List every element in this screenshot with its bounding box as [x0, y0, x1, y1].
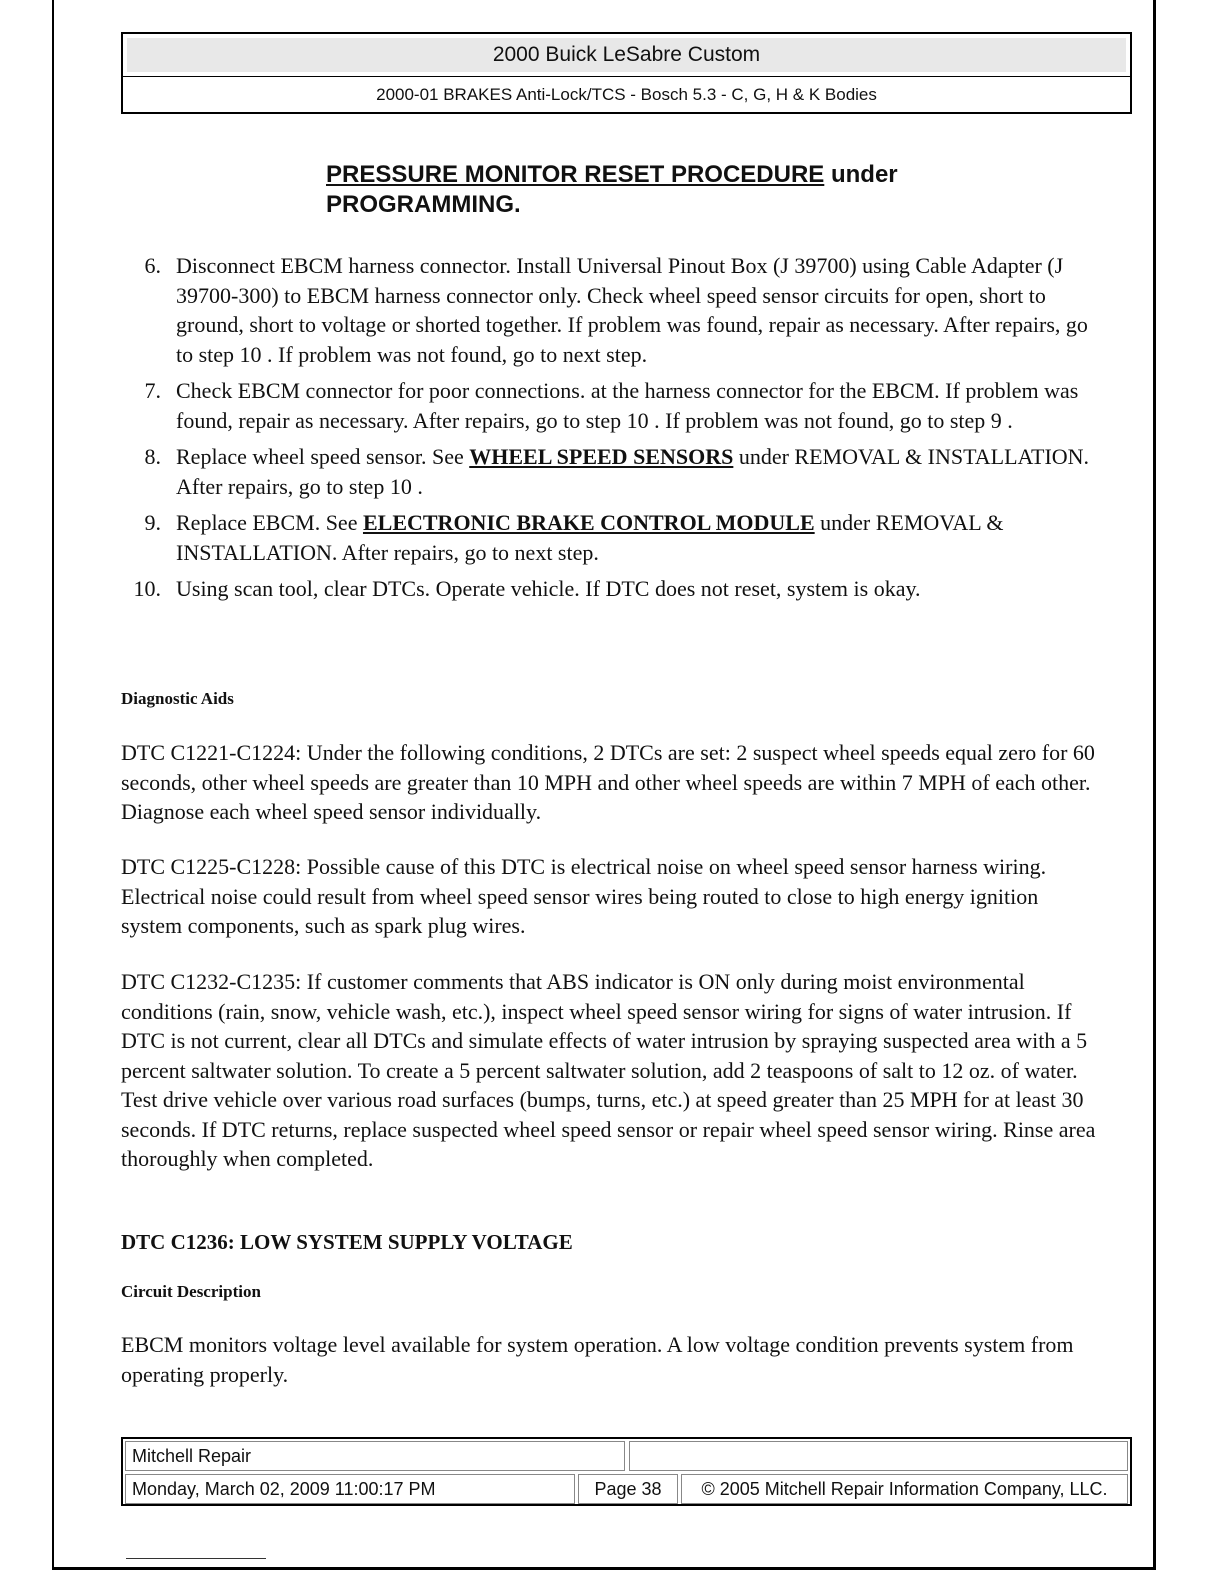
- diagnostic-aid-paragraph: DTC C1225-C1228: Possible cause of this DTC is electrical noise on wheel speed sensor harness wiring. Electrical noise could result from wheel speed sensor wires being routed to close to high energy ignition system components, such as spark plug wires.: [121, 854, 1047, 938]
- circuit-description-text: EBCM monitors voltage level available for system operation. A low voltage condition prevents system from operating properly.: [121, 1332, 1074, 1387]
- header-divider: [123, 76, 1130, 77]
- step-item: [121, 442, 1101, 501]
- footer-datetime: Monday, March 02, 2009 11:00:17 PM: [125, 1474, 575, 1504]
- step-text-post: under REMOVAL & INSTALLATION. After repairs, go to step 10 .: [176, 444, 1090, 499]
- step-text-post: under REMOVAL & INSTALLATION. After repairs, go to next step.: [176, 510, 1004, 565]
- heading-programming-text: PROGRAMMING.: [326, 191, 521, 218]
- procedure-reference-heading: [326, 160, 1026, 220]
- footer-company: Mitchell Repair: [125, 1441, 625, 1471]
- document-footer: [121, 1437, 1132, 1506]
- step-item: [121, 508, 1101, 567]
- step-number: 8.: [144, 444, 161, 469]
- footer-page-number: Page 38: [578, 1474, 678, 1504]
- vehicle-title: 2000 Buick LeSabre Custom: [127, 38, 1126, 72]
- diagnostic-aids-heading: Diagnostic Aids: [121, 689, 234, 708]
- step-item: [121, 376, 1101, 435]
- footnote-rule: [126, 1558, 266, 1559]
- step-text-pre: Replace wheel speed sensor. See: [176, 444, 470, 469]
- step-item: [121, 251, 1101, 369]
- step-list: [121, 251, 1101, 611]
- step-text-pre: Replace EBCM. See: [176, 510, 363, 535]
- heading-under-text: under: [824, 161, 898, 188]
- step-text: Disconnect EBCM harness connector. Install Universal Pinout Box (J 39700) using Cable Adapter (J 39700-300) to EBCM harness connector only. Check wheel speed sensor circuits for open, short to ground, short to voltage or shorted together. If problem was found, repair as necessary. After repairs, go to step 10 . If problem was not found, go to next step.: [176, 253, 1088, 367]
- step-number: 7.: [144, 378, 161, 403]
- diagnostic-aid-paragraph: DTC C1232-C1235: If customer comments that ABS indicator is ON only during moist environmental conditions (rain, snow, vehicle wash, etc.), inspect wheel speed sensor wiring for signs of water intrusion. If DTC is not current, clear all DTCs and simulate effects of water intrusion by spraying suspected area with a 5 percent saltwater solution. To create a 5 percent saltwater solution, add 2 teaspoons of salt to 12 oz. of water. Test drive vehicle over various road surfaces (bumps, turns, etc.) at speed greater than 25 MPH for at least 30 seconds. If DTC returns, replace suspected wheel speed sensor or repair wheel speed sensor wiring. Rinse area thoroughly when completed.: [121, 969, 1096, 1171]
- circuit-description-heading: Circuit Description: [121, 1282, 261, 1301]
- dtc-c1236-heading: DTC C1236: LOW SYSTEM SUPPLY VOLTAGE: [121, 1230, 573, 1254]
- step-text: Check EBCM connector for poor connections. at the harness connector for the EBCM. If problem was found, repair as necessary. After repairs, go to step 10 . If problem was not found, go to step 9 .: [176, 378, 1079, 433]
- step-number: 10.: [133, 576, 161, 601]
- footer-empty-cell: [629, 1441, 1128, 1471]
- step-number: 9.: [144, 510, 161, 535]
- ebcm-module-link[interactable]: ELECTRONIC BRAKE CONTROL MODULE: [362, 510, 815, 535]
- section-subtitle: 2000-01 BRAKES Anti-Lock/TCS - Bosch 5.3 - C, G, H & K Bodies: [376, 85, 877, 104]
- step-text: Using scan tool, clear DTCs. Operate vehicle. If DTC does not reset, system is okay.: [176, 576, 921, 601]
- footer-copyright: © 2005 Mitchell Repair Information Company, LLC.: [681, 1474, 1128, 1504]
- document-header: [121, 32, 1132, 114]
- wheel-speed-sensors-link[interactable]: WHEEL SPEED SENSORS: [469, 444, 734, 469]
- step-item: [121, 574, 1101, 604]
- pressure-monitor-reset-link[interactable]: PRESSURE MONITOR RESET PROCEDURE: [326, 161, 825, 188]
- diagnostic-aid-paragraph: DTC C1221-C1224: Under the following conditions, 2 DTCs are set: 2 suspect wheel speeds equal zero for 60 seconds, other wheel speeds are greater than 10 MPH and other wheel speeds are within 7 MPH of each other. Diagnose each wheel speed sensor individually.: [121, 740, 1095, 824]
- step-number: 6.: [144, 253, 161, 278]
